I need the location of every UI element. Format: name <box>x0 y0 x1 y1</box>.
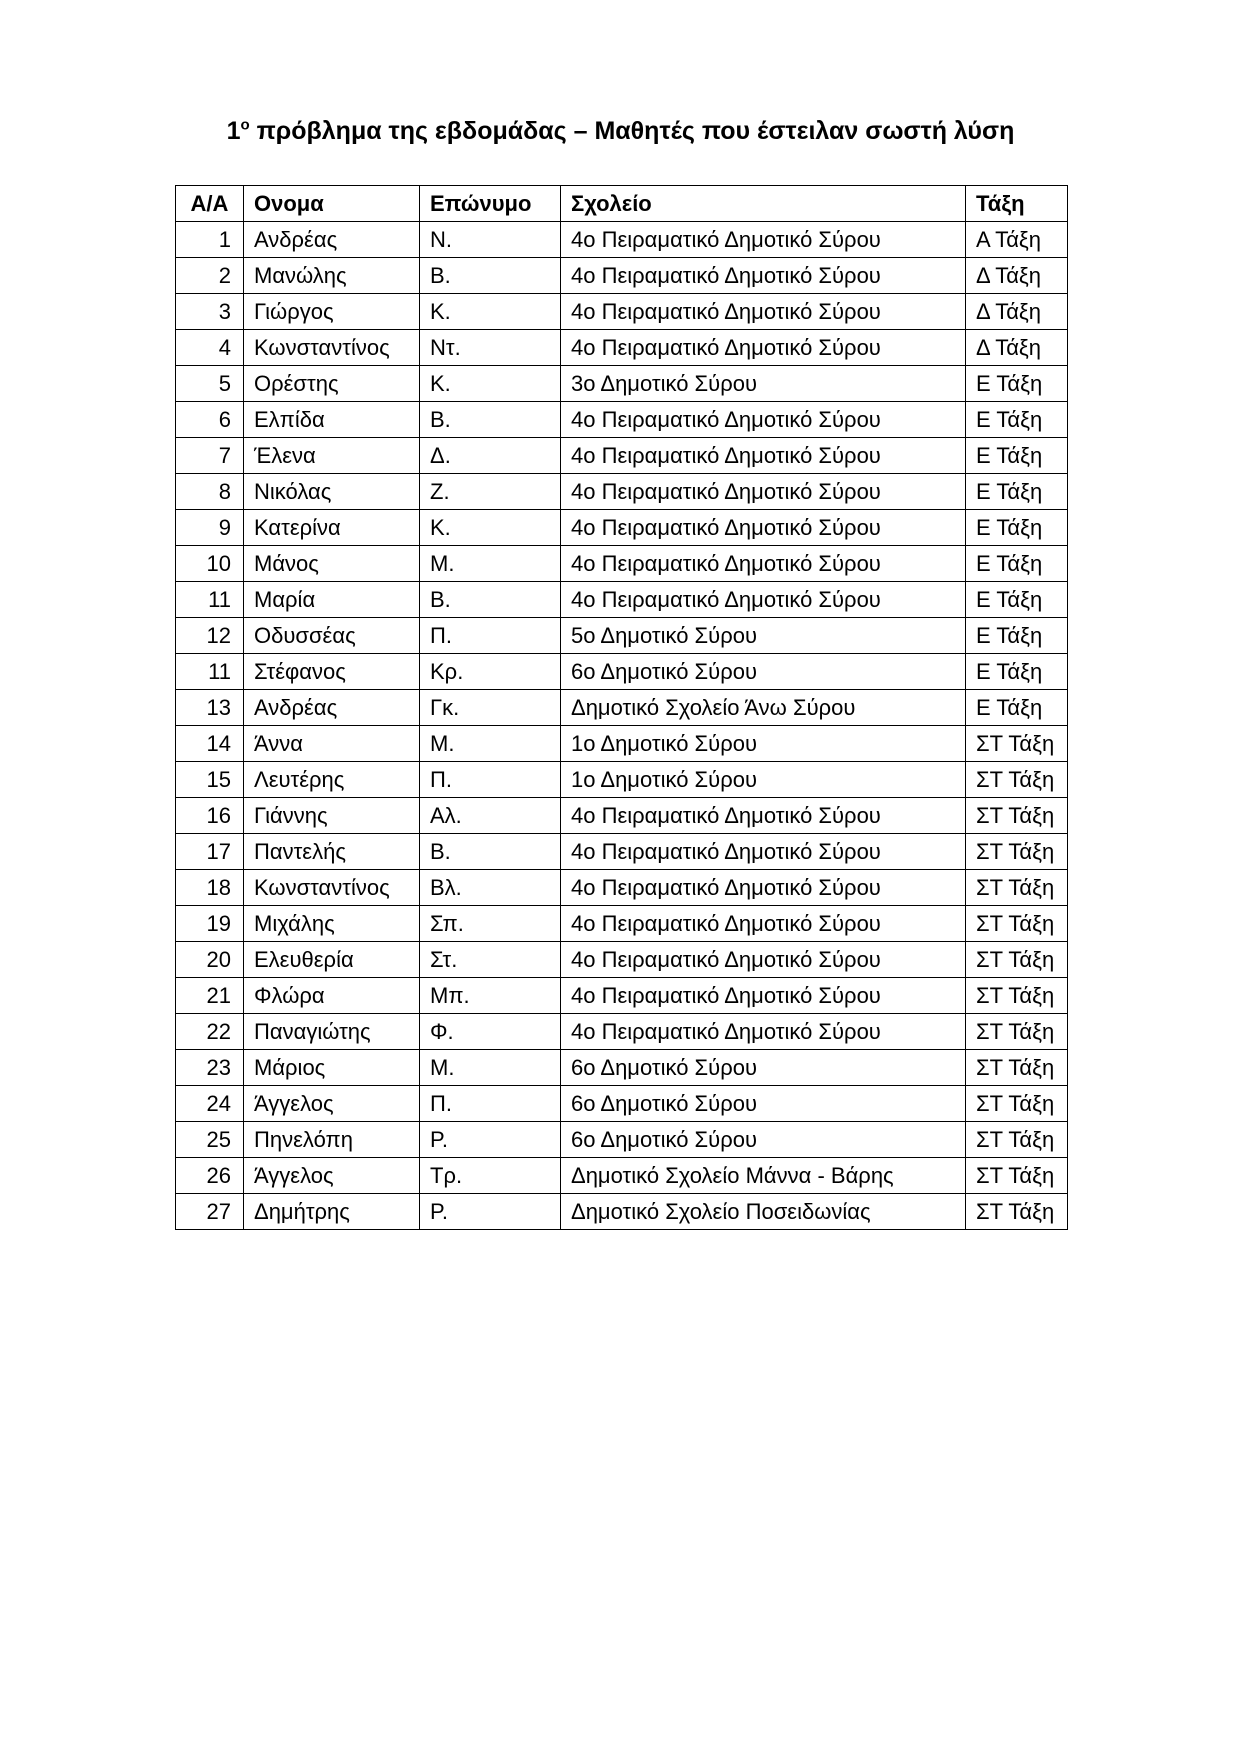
cell-surname: Μπ. <box>420 978 561 1014</box>
cell-aa: 26 <box>176 1158 244 1194</box>
table-row <box>176 690 1068 726</box>
table-row <box>176 1014 1068 1050</box>
cell-name: Δημήτρης <box>244 1194 420 1230</box>
table-row <box>176 978 1068 1014</box>
page-title <box>0 116 1241 146</box>
table-row <box>176 330 1068 366</box>
table-row <box>176 1194 1068 1230</box>
cell-surname: Ρ. <box>420 1122 561 1158</box>
cell-aa: 17 <box>176 834 244 870</box>
cell-school: Δημοτικό Σχολείο Ποσειδωνίας <box>561 1194 966 1230</box>
table-row <box>176 582 1068 618</box>
cell-name: Έλενα <box>244 438 420 474</box>
cell-class: ΣΤ Τάξη <box>966 726 1068 762</box>
cell-school: 3ο Δημοτικό Σύρου <box>561 366 966 402</box>
cell-aa: 27 <box>176 1194 244 1230</box>
cell-school: Δημοτικό Σχολείο Άνω Σύρου <box>561 690 966 726</box>
table-row <box>176 870 1068 906</box>
table-row <box>176 294 1068 330</box>
title-number: 1 <box>226 117 241 145</box>
header-aa: Α/Α <box>176 186 244 222</box>
cell-surname: Ζ. <box>420 474 561 510</box>
cell-aa: 25 <box>176 1122 244 1158</box>
cell-surname: Π. <box>420 762 561 798</box>
cell-aa: 11 <box>176 582 244 618</box>
cell-school: 4ο Πειραματικό Δημοτικό Σύρου <box>561 978 966 1014</box>
cell-class: Ε Τάξη <box>966 474 1068 510</box>
table-row <box>176 618 1068 654</box>
cell-name: Μανώλης <box>244 258 420 294</box>
cell-class: ΣΤ Τάξη <box>966 834 1068 870</box>
cell-surname: Κ. <box>420 366 561 402</box>
table-row <box>176 942 1068 978</box>
cell-class: ΣΤ Τάξη <box>966 762 1068 798</box>
cell-school: 4ο Πειραματικό Δημοτικό Σύρου <box>561 438 966 474</box>
cell-name: Μαρία <box>244 582 420 618</box>
cell-surname: Δ. <box>420 438 561 474</box>
header-class: Τάξη <box>966 186 1068 222</box>
title-superscript: ο <box>240 116 250 134</box>
table-row <box>176 1122 1068 1158</box>
cell-aa: 9 <box>176 510 244 546</box>
cell-school: 4ο Πειραματικό Δημοτικό Σύρου <box>561 294 966 330</box>
cell-aa: 18 <box>176 870 244 906</box>
cell-surname: Γκ. <box>420 690 561 726</box>
cell-name: Άγγελος <box>244 1086 420 1122</box>
cell-surname: Κρ. <box>420 654 561 690</box>
cell-name: Παναγιώτης <box>244 1014 420 1050</box>
cell-school: 6ο Δημοτικό Σύρου <box>561 1122 966 1158</box>
cell-class: Δ Τάξη <box>966 330 1068 366</box>
cell-name: Παντελής <box>244 834 420 870</box>
cell-aa: 7 <box>176 438 244 474</box>
cell-name: Ορέστης <box>244 366 420 402</box>
cell-surname: Β. <box>420 402 561 438</box>
table-row <box>176 546 1068 582</box>
cell-name: Κωνσταντίνος <box>244 870 420 906</box>
cell-class: ΣΤ Τάξη <box>966 870 1068 906</box>
cell-school: 4ο Πειραματικό Δημοτικό Σύρου <box>561 222 966 258</box>
cell-surname: Ντ. <box>420 330 561 366</box>
cell-school: 4ο Πειραματικό Δημοτικό Σύρου <box>561 834 966 870</box>
cell-class: ΣΤ Τάξη <box>966 1194 1068 1230</box>
cell-surname: Κ. <box>420 510 561 546</box>
cell-name: Πηνελόπη <box>244 1122 420 1158</box>
table-row <box>176 906 1068 942</box>
cell-school: 4ο Πειραματικό Δημοτικό Σύρου <box>561 474 966 510</box>
cell-class: Ε Τάξη <box>966 618 1068 654</box>
cell-class: ΣΤ Τάξη <box>966 1050 1068 1086</box>
cell-name: Γιάννης <box>244 798 420 834</box>
cell-school: 5ο Δημοτικό Σύρου <box>561 618 966 654</box>
cell-name: Άννα <box>244 726 420 762</box>
header-surname: Επώνυμο <box>420 186 561 222</box>
cell-name: Γιώργος <box>244 294 420 330</box>
cell-school: 4ο Πειραματικό Δημοτικό Σύρου <box>561 402 966 438</box>
cell-aa: 8 <box>176 474 244 510</box>
cell-class: Ε Τάξη <box>966 582 1068 618</box>
table-row <box>176 258 1068 294</box>
table-row <box>176 798 1068 834</box>
cell-aa: 12 <box>176 618 244 654</box>
cell-school: 4ο Πειραματικό Δημοτικό Σύρου <box>561 510 966 546</box>
cell-surname: Βλ. <box>420 870 561 906</box>
cell-school: 4ο Πειραματικό Δημοτικό Σύρου <box>561 258 966 294</box>
cell-aa: 21 <box>176 978 244 1014</box>
cell-class: Ε Τάξη <box>966 438 1068 474</box>
cell-aa: 3 <box>176 294 244 330</box>
cell-class: ΣΤ Τάξη <box>966 978 1068 1014</box>
cell-school: 4ο Πειραματικό Δημοτικό Σύρου <box>561 546 966 582</box>
cell-aa: 14 <box>176 726 244 762</box>
cell-class: Α Τάξη <box>966 222 1068 258</box>
cell-surname: Β. <box>420 834 561 870</box>
title-text: πρόβλημα της εβδομάδας – Μαθητές που έστειλαν σωστή λύση <box>249 117 1015 145</box>
cell-school: 4ο Πειραματικό Δημοτικό Σύρου <box>561 798 966 834</box>
cell-school: 6ο Δημοτικό Σύρου <box>561 1050 966 1086</box>
cell-name: Φλώρα <box>244 978 420 1014</box>
cell-aa: 24 <box>176 1086 244 1122</box>
cell-surname: Αλ. <box>420 798 561 834</box>
cell-class: Δ Τάξη <box>966 294 1068 330</box>
table-row <box>176 1050 1068 1086</box>
cell-class: ΣΤ Τάξη <box>966 1086 1068 1122</box>
cell-surname: Τρ. <box>420 1158 561 1194</box>
cell-class: ΣΤ Τάξη <box>966 1014 1068 1050</box>
cell-surname: Ρ. <box>420 1194 561 1230</box>
cell-aa: 10 <box>176 546 244 582</box>
cell-name: Μιχάλης <box>244 906 420 942</box>
cell-surname: Κ. <box>420 294 561 330</box>
cell-name: Μάνος <box>244 546 420 582</box>
cell-surname: Στ. <box>420 942 561 978</box>
cell-class: ΣΤ Τάξη <box>966 906 1068 942</box>
cell-class: ΣΤ Τάξη <box>966 1158 1068 1194</box>
cell-surname: Β. <box>420 582 561 618</box>
cell-aa: 15 <box>176 762 244 798</box>
cell-aa: 11 <box>176 654 244 690</box>
cell-class: ΣΤ Τάξη <box>966 798 1068 834</box>
cell-school: 4ο Πειραματικό Δημοτικό Σύρου <box>561 942 966 978</box>
results-table <box>175 185 1068 1230</box>
cell-school: 4ο Πειραματικό Δημοτικό Σύρου <box>561 906 966 942</box>
cell-surname: Ν. <box>420 222 561 258</box>
cell-aa: 16 <box>176 798 244 834</box>
cell-name: Νικόλας <box>244 474 420 510</box>
cell-class: ΣΤ Τάξη <box>966 942 1068 978</box>
cell-school: 4ο Πειραματικό Δημοτικό Σύρου <box>561 330 966 366</box>
cell-class: Ε Τάξη <box>966 402 1068 438</box>
cell-school: 1ο Δημοτικό Σύρου <box>561 762 966 798</box>
cell-surname: Μ. <box>420 726 561 762</box>
cell-surname: Β. <box>420 258 561 294</box>
cell-school: 1ο Δημοτικό Σύρου <box>561 726 966 762</box>
cell-name: Οδυσσέας <box>244 618 420 654</box>
cell-name: Ελευθερία <box>244 942 420 978</box>
cell-class: Δ Τάξη <box>966 258 1068 294</box>
cell-surname: Φ. <box>420 1014 561 1050</box>
cell-class: Ε Τάξη <box>966 366 1068 402</box>
table-row <box>176 1158 1068 1194</box>
cell-name: Ανδρέας <box>244 222 420 258</box>
header-school: Σχολείο <box>561 186 966 222</box>
cell-name: Ελπίδα <box>244 402 420 438</box>
table-row <box>176 834 1068 870</box>
cell-school: 4ο Πειραματικό Δημοτικό Σύρου <box>561 870 966 906</box>
table-row <box>176 474 1068 510</box>
cell-class: Ε Τάξη <box>966 546 1068 582</box>
cell-school: 4ο Πειραματικό Δημοτικό Σύρου <box>561 1014 966 1050</box>
table-row <box>176 402 1068 438</box>
table-body <box>176 222 1068 1230</box>
cell-surname: Σπ. <box>420 906 561 942</box>
cell-aa: 2 <box>176 258 244 294</box>
cell-aa: 19 <box>176 906 244 942</box>
cell-class: Ε Τάξη <box>966 690 1068 726</box>
cell-name: Ανδρέας <box>244 690 420 726</box>
cell-class: Ε Τάξη <box>966 654 1068 690</box>
cell-name: Κατερίνα <box>244 510 420 546</box>
table-row <box>176 510 1068 546</box>
cell-name: Κωνσταντίνος <box>244 330 420 366</box>
header-name: Ονομα <box>244 186 420 222</box>
cell-class: ΣΤ Τάξη <box>966 1122 1068 1158</box>
table-row <box>176 222 1068 258</box>
cell-school: 6ο Δημοτικό Σύρου <box>561 1086 966 1122</box>
cell-aa: 22 <box>176 1014 244 1050</box>
cell-name: Άγγελος <box>244 1158 420 1194</box>
cell-name: Στέφανος <box>244 654 420 690</box>
table-row <box>176 438 1068 474</box>
cell-aa: 4 <box>176 330 244 366</box>
cell-aa: 1 <box>176 222 244 258</box>
cell-school: 6ο Δημοτικό Σύρου <box>561 654 966 690</box>
cell-aa: 13 <box>176 690 244 726</box>
table-row <box>176 654 1068 690</box>
cell-aa: 6 <box>176 402 244 438</box>
cell-name: Μάριος <box>244 1050 420 1086</box>
cell-aa: 5 <box>176 366 244 402</box>
cell-name: Λευτέρης <box>244 762 420 798</box>
cell-aa: 23 <box>176 1050 244 1086</box>
cell-surname: Μ. <box>420 546 561 582</box>
cell-surname: Π. <box>420 618 561 654</box>
cell-school: 4ο Πειραματικό Δημοτικό Σύρου <box>561 582 966 618</box>
table-row <box>176 1086 1068 1122</box>
table-row <box>176 366 1068 402</box>
header-row <box>176 186 1068 222</box>
cell-school: Δημοτικό Σχολείο Μάννα - Βάρης <box>561 1158 966 1194</box>
cell-class: Ε Τάξη <box>966 510 1068 546</box>
cell-surname: Π. <box>420 1086 561 1122</box>
cell-aa: 20 <box>176 942 244 978</box>
table-row <box>176 762 1068 798</box>
cell-surname: Μ. <box>420 1050 561 1086</box>
table-row <box>176 726 1068 762</box>
